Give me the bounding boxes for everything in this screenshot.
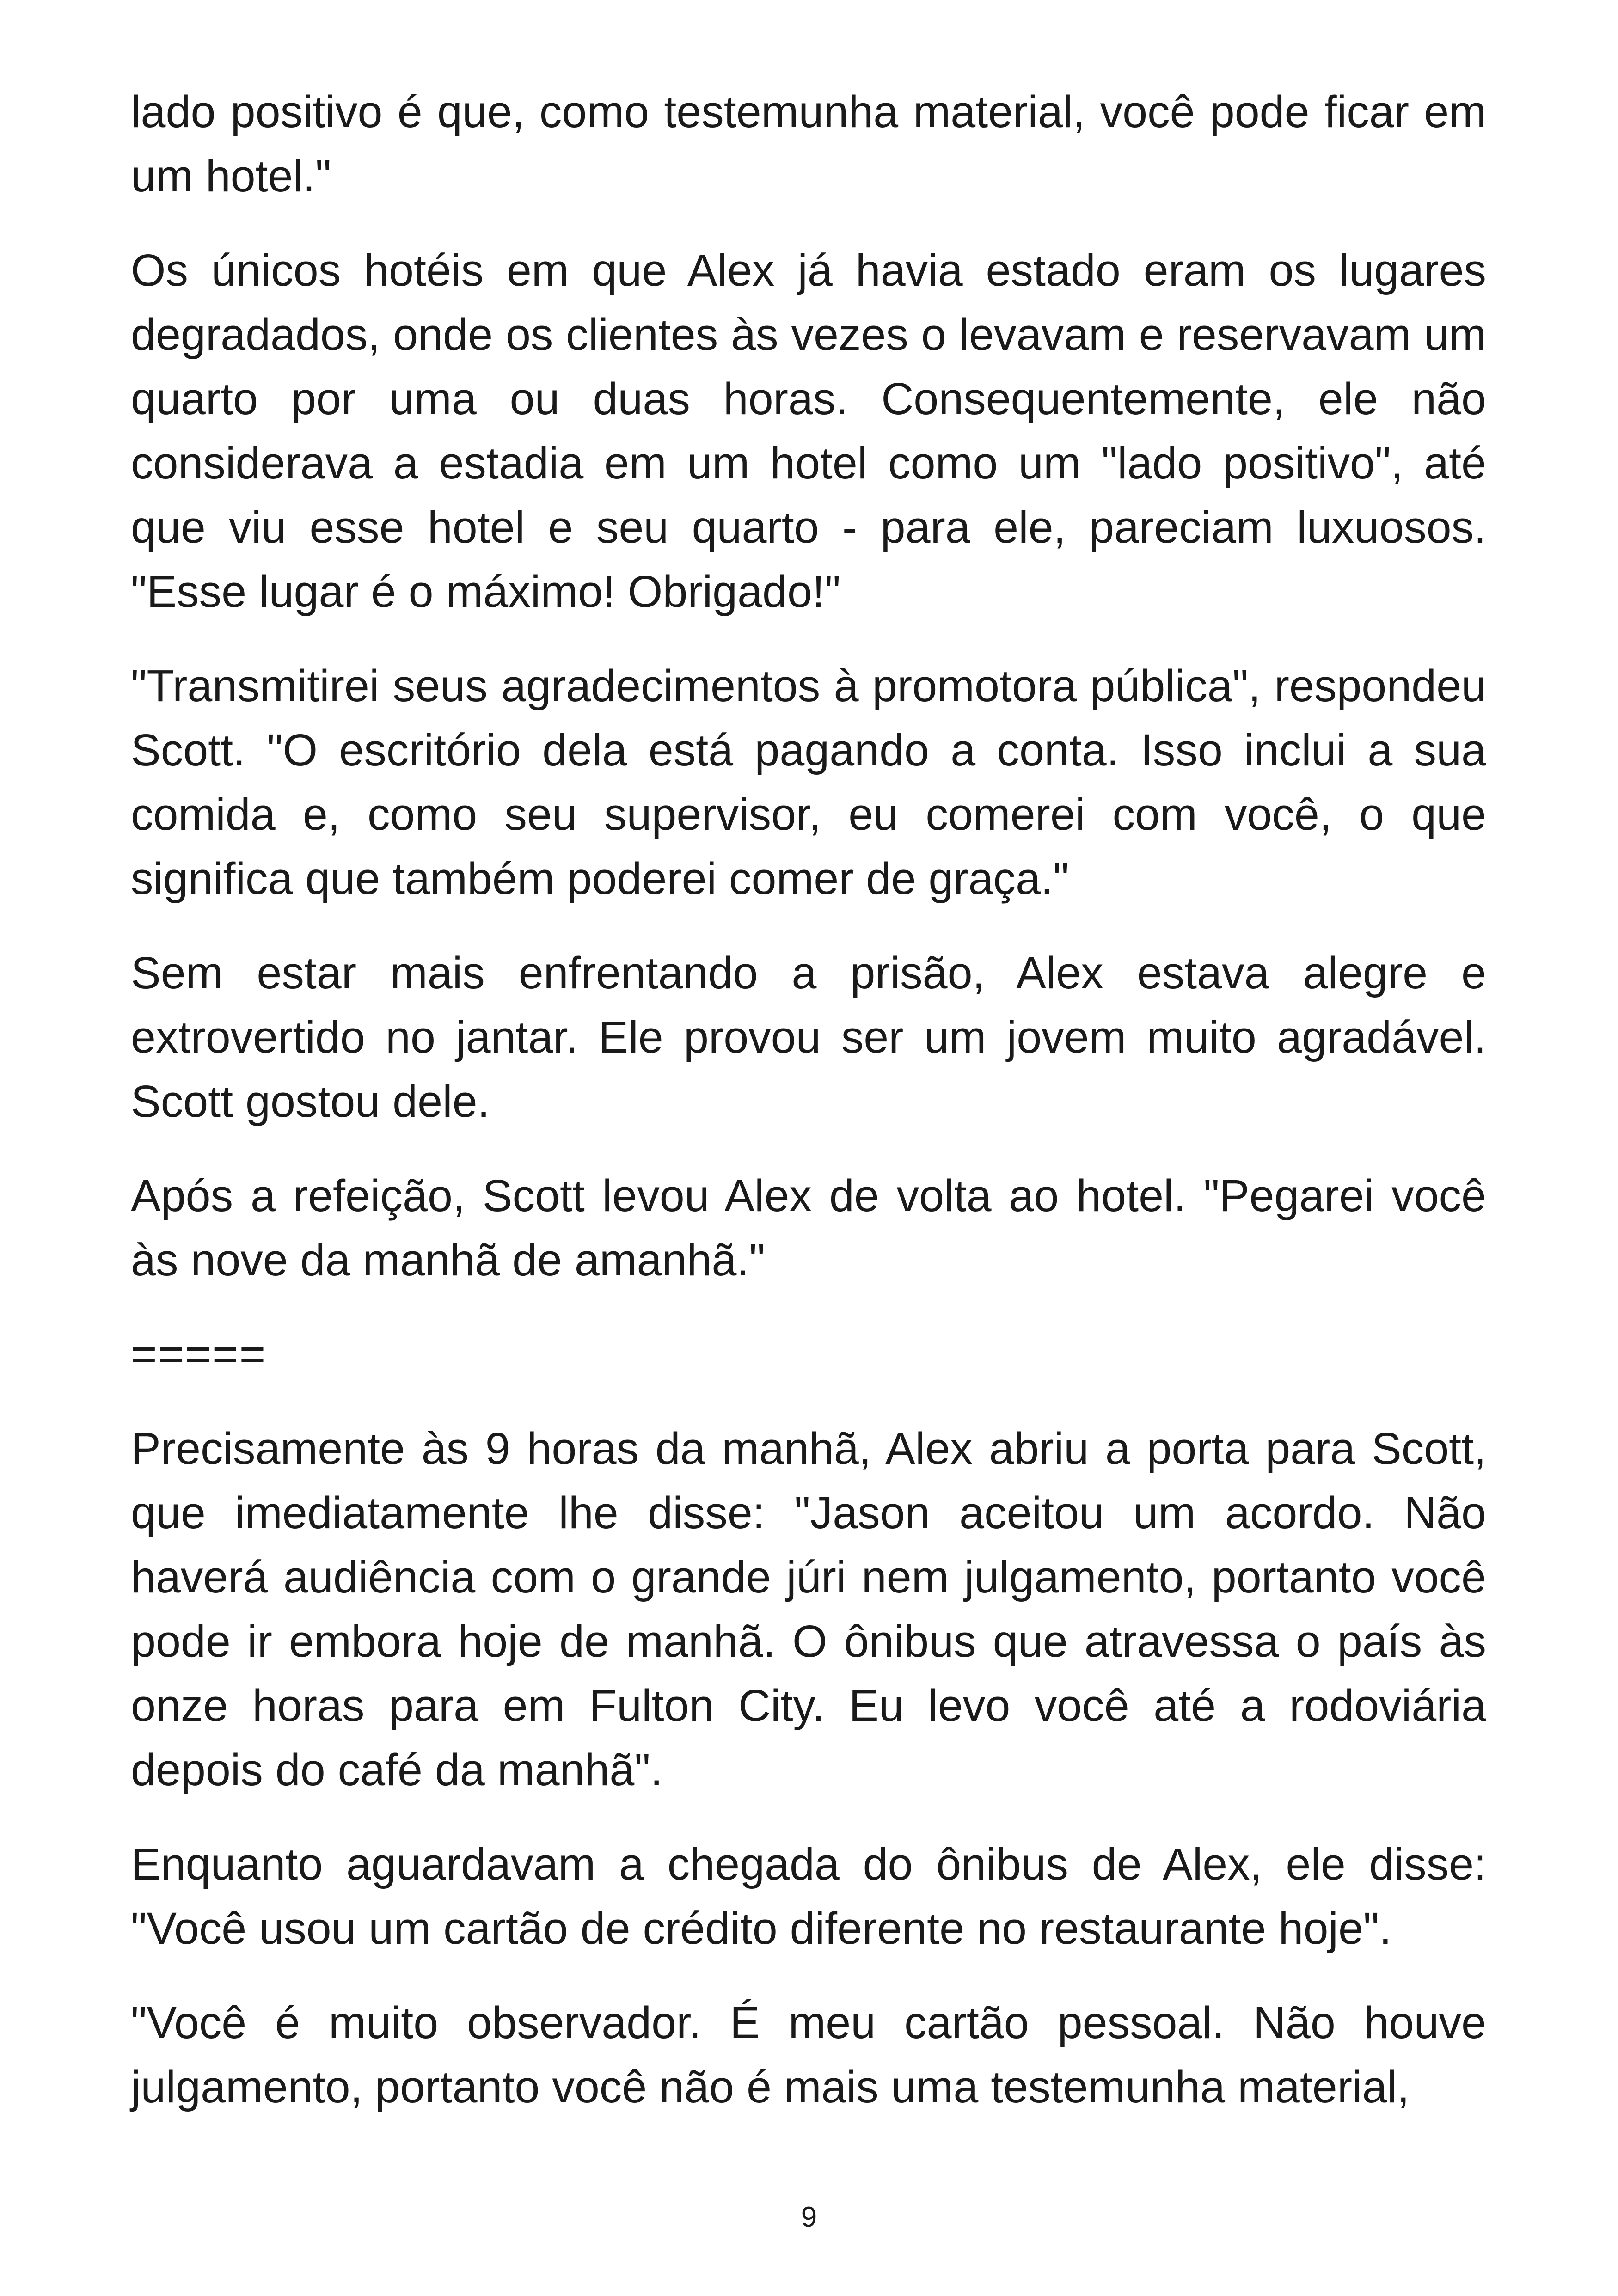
- section-separator: =====: [131, 1329, 267, 1379]
- paragraph: "Transmitirei seus agradecimentos à promotora pública", respondeu Scott. "O escritório dela está pagando a conta. Isso inclui a sua comida e, como seu supervisor, eu comerei com você, o que significa que também poderei comer de graça.": [131, 661, 1486, 904]
- paragraph: Após a refeição, Scott levou Alex de volta ao hotel. "Pegarei você às nove da manhã de amanhã.": [131, 1170, 1486, 1285]
- paragraph: Os únicos hotéis em que Alex já havia estado eram os lugares degradados, onde os clientes às vezes o levavam e reservavam um quarto por uma ou duas horas. Consequentemente, ele não considerava a estadia em um hotel como um "lado positivo", até que viu esse hotel e seu quarto - para ele, pareciam luxuosos. "Esse lugar é o máximo! Obrigado!": [131, 245, 1486, 617]
- body-text: [131, 80, 1486, 2149]
- page-number: 9: [801, 2201, 817, 2233]
- paragraph: lado positivo é que, como testemunha material, você pode ficar em um hotel.": [131, 86, 1486, 201]
- paragraph: Sem estar mais enfrentando a prisão, Alex estava alegre e extrovertido no jantar. Ele provou ser um jovem muito agradável. Scott gostou dele.: [131, 948, 1486, 1127]
- paragraph: "Você é muito observador. É meu cartão pessoal. Não houve julgamento, portanto você não é mais uma testemunha material,: [131, 1997, 1486, 2112]
- paragraph: Enquanto aguardavam a chegada do ônibus de Alex, ele disse: "Você usou um cartão de crédito diferente no restaurante hoje".: [131, 1839, 1486, 1953]
- paragraph: Precisamente às 9 horas da manhã, Alex abriu a porta para Scott, que imediatamente lhe disse: "Jason aceitou um acordo. Não haverá audiência com o grande júri nem julgamento, portanto você pode ir embora hoje de manhã. O ônibus que atravessa o país às onze horas para em Fulton City. Eu levo você até a rodoviária depois do café da manhã".: [131, 1423, 1486, 1795]
